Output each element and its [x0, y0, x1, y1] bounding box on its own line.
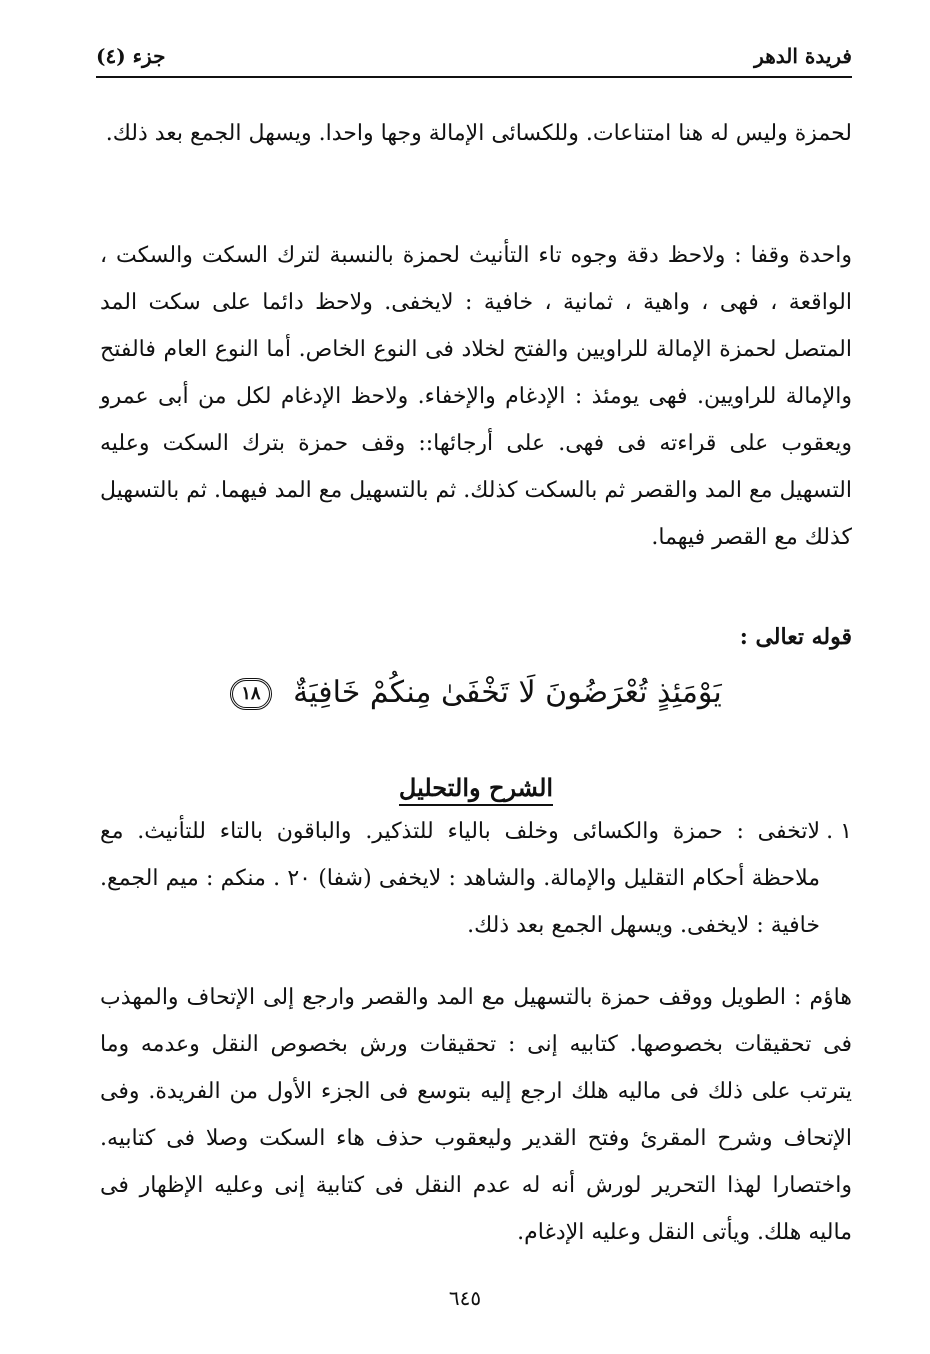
verse-text: يَوْمَئِذٍ تُعْرَضُونَ لَا تَخْفَىٰ مِنكُمْ خَافِيَةٌ [293, 675, 722, 710]
rules-paragraph [100, 232, 852, 561]
book-title: فريدة الدهر [754, 44, 852, 68]
note-text: لاتخفى : حمزة والكسائى وخلف بالياء للتذكير. والباقون بالتاء للتأنيث. مع ملاحظة أحكام التقليل والإمالة. والشاهد : لايخفى (شفا) ٢٠ . منكم : ميم الجمع. خافية : لايخفى. ويسهل الجمع بعد ذلك. [100, 819, 820, 938]
rules-text: واحدة وقفا : ولاحظ دقة وجوه تاء التأنيث لحمزة بالنسبة لترك السكت والسكت ، الواقعة ، فهى ، واهية ، ثمانية ، خافية : لايخفى. ولاحظ دائما على سكت المد المتصل لحمزة الإمالة للراويين والفتح لخلاد فى النوع الخاص. أما النوع العام فالفتح والإمالة للراويين. فهى يومئذ : الإدغام والإخفاء. ولاحظ الإدغام لكل من أبى عمرو ويعقوب على قراءته فى فهى. على أرجائها:: وقف حمزة بترك السكت وعليه التسهيل مع المد والقصر ثم بالسكت كذلك. ثم بالتسهيل مع المد فيهما. ثم بالتسهيل كذلك مع القصر فيهما. [99, 243, 852, 550]
section-title [100, 768, 852, 808]
intro-paragraph [100, 110, 852, 157]
final-paragraph [100, 974, 852, 1256]
final-text: هاؤم : الطويل ووقف حمزة بالتسهيل مع المد والقصر وارجع إلى الإتحاف والمهذب فى تحقيقات بخصوصها. كتابيه إنى : تحقيقات ورش بخصوص النقل وعدمه وما يترتب على ذلك فى ماليه هلك ارجع إليه بتوسع فى الجزء الأول من الفريدة. وفى الإتحاف وشرح المقرئ وفتح القدير وليعقوب حذف هاء السكت وصلا فى كتابيه. واختصارا لهذا التحرير لورش أنه له عدم النقل فى كتابية إنى وعليه الإظهار فى ماليه هلك. ويأتى النقل وعليه الإدغام. [100, 985, 852, 1245]
page-number: ٦٤٥ [448, 1286, 482, 1310]
note-item [100, 808, 852, 949]
header-divider [96, 76, 852, 78]
note-number: ١ . [826, 819, 852, 844]
verse-intro: قوله تعالى : [739, 624, 852, 650]
part-label: جزء (٤) [96, 44, 166, 68]
ayah-number-marker: ١٨ [230, 678, 271, 710]
intro-text: لحمزة وليس له هنا امتناعات. وللكسائى الإمالة وجها واحدا. ويسهل الجمع بعد ذلك. [105, 121, 852, 146]
notes-list [100, 808, 852, 949]
page-header [96, 40, 852, 80]
quran-verse [100, 668, 852, 718]
section-title-text: الشرح والتحليل [399, 773, 553, 806]
